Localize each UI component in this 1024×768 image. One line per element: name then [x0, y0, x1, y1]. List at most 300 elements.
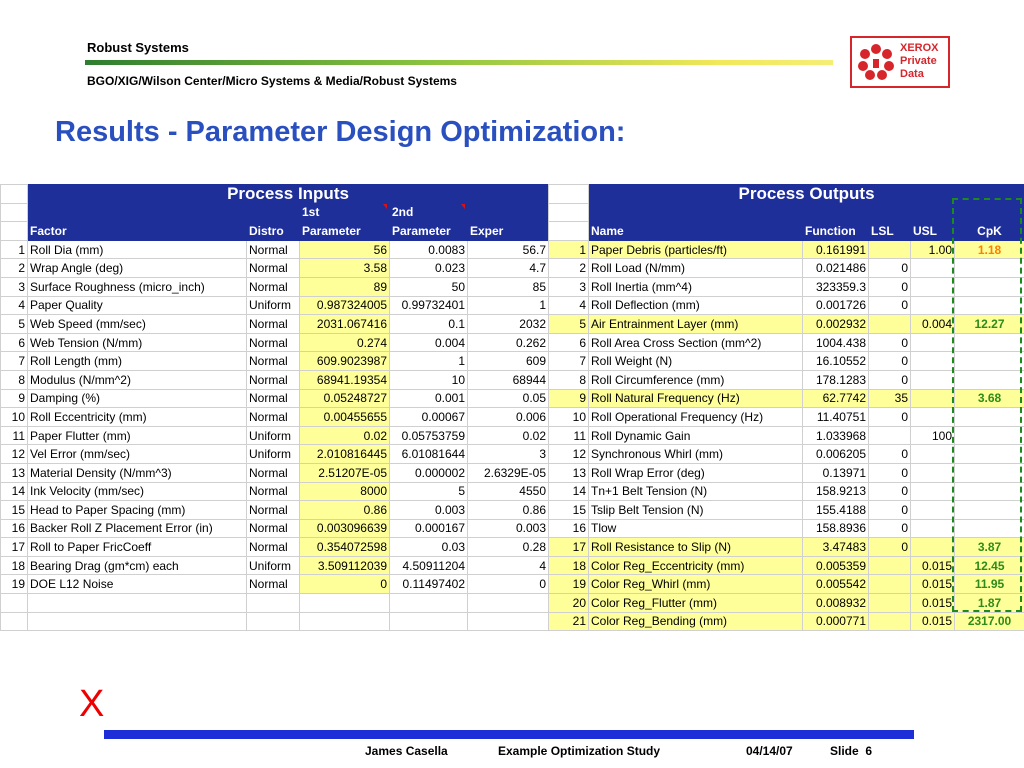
lsl-cell: [869, 556, 911, 575]
param2-cell: 0.003: [390, 501, 468, 520]
row-number: 5: [549, 315, 589, 334]
row-number: 6: [1, 333, 28, 352]
usl-cell: 0.015: [911, 594, 955, 613]
output-name-cell: Roll Dynamic Gain: [589, 426, 803, 445]
param2-cell: [390, 594, 468, 613]
distro-cell: Normal: [247, 352, 300, 371]
function-cell: 0.005542: [803, 575, 869, 594]
lsl-cell: 0: [869, 370, 911, 389]
exper-cell: [468, 594, 549, 613]
input-row: [1, 501, 549, 520]
lsl-cell: 0: [869, 501, 911, 520]
distro-cell: Uniform: [247, 445, 300, 464]
exper-cell: [468, 612, 549, 631]
output-row: [549, 463, 1024, 482]
cpk-cell: [955, 333, 1024, 352]
usl-cell: 0.015: [911, 612, 955, 631]
input-row: [1, 389, 549, 408]
distro-cell: [247, 612, 300, 631]
lsl-cell: 0: [869, 408, 911, 427]
section-label: Robust Systems: [87, 40, 189, 55]
name-header: Name: [589, 222, 803, 241]
distro-cell: Normal: [247, 333, 300, 352]
param2-cell: 0.99732401: [390, 296, 468, 315]
usl-cell: [911, 370, 955, 389]
lsl-cell: 0: [869, 482, 911, 501]
lsl-cell: 0: [869, 333, 911, 352]
function-cell: 16.10552: [803, 352, 869, 371]
row-number: 8: [549, 370, 589, 389]
usl-cell: [911, 519, 955, 538]
lsl-cell: 0: [869, 296, 911, 315]
cpk-cell: [955, 259, 1024, 278]
factor-cell: Modulus (N/mm^2): [28, 370, 247, 389]
function-cell: 158.9213: [803, 482, 869, 501]
row-number: 9: [549, 389, 589, 408]
lsl-cell: 0: [869, 463, 911, 482]
row-number: 14: [1, 482, 28, 501]
row-number: 5: [1, 315, 28, 334]
param1-cell: [300, 612, 390, 631]
function-cell: 158.8936: [803, 519, 869, 538]
process-inputs-table: [0, 184, 549, 631]
param2-cell: 0.000002: [390, 463, 468, 482]
input-row: [1, 556, 549, 575]
cpk-cell: [955, 445, 1024, 464]
cpk-cell: [955, 370, 1024, 389]
function-cell: 0.13971: [803, 463, 869, 482]
exper-cell: 56.7: [468, 240, 549, 259]
corner-cell: [1, 185, 28, 204]
input-row: [1, 296, 549, 315]
output-row: [549, 519, 1024, 538]
function-cell: 323359.3: [803, 277, 869, 296]
param1-cell: 2031.067416: [300, 315, 390, 334]
factor-cell: [28, 612, 247, 631]
factor-cell: Roll Eccentricity (mm): [28, 408, 247, 427]
param2-cell: 10: [390, 370, 468, 389]
usl-cell: [911, 259, 955, 278]
param2-cell: 1: [390, 352, 468, 371]
row-number: 17: [1, 538, 28, 557]
lsl-header: LSL: [869, 222, 911, 241]
output-name-cell: Color Reg_Whirl (mm): [589, 575, 803, 594]
function-cell: 0.002932: [803, 315, 869, 334]
output-name-cell: Color Reg_Eccentricity (mm): [589, 556, 803, 575]
param2-cell: [390, 612, 468, 631]
xerox-private-data-logo: [850, 36, 950, 88]
function-cell: 0.006205: [803, 445, 869, 464]
exper-cell: 68944: [468, 370, 549, 389]
input-row: [1, 519, 549, 538]
exper-cell: 0.28: [468, 538, 549, 557]
logo-text: XEROX Private Data: [900, 42, 939, 80]
factor-cell: Roll Length (mm): [28, 352, 247, 371]
org-path: BGO/XIG/Wilson Center/Micro Systems & Media/Robust Systems: [87, 74, 457, 88]
row-number: 4: [549, 296, 589, 315]
factor-cell: Web Speed (mm/sec): [28, 315, 247, 334]
factor-cell: Paper Quality: [28, 296, 247, 315]
exper-cell: 0.262: [468, 333, 549, 352]
cpk-cell: [955, 501, 1024, 520]
output-row: [549, 277, 1024, 296]
row-number: 3: [549, 277, 589, 296]
function-cell: 0.001726: [803, 296, 869, 315]
exper-cell: 2.6329E-05: [468, 463, 549, 482]
output-name-cell: Roll Area Cross Section (mm^2): [589, 333, 803, 352]
param1-cell: 2.51207E-05: [300, 463, 390, 482]
param2-cell: 0.00067: [390, 408, 468, 427]
lsl-cell: [869, 612, 911, 631]
lsl-cell: 35: [869, 389, 911, 408]
param1-cell: 0: [300, 575, 390, 594]
param2-cell: 0.004: [390, 333, 468, 352]
input-row: [1, 445, 549, 464]
usl-cell: [911, 389, 955, 408]
cpk-cell: [955, 463, 1024, 482]
function-cell: 155.4188: [803, 501, 869, 520]
input-row: [1, 612, 549, 631]
factor-cell: Ink Velocity (mm/sec): [28, 482, 247, 501]
row-number: 9: [1, 389, 28, 408]
cpk-cell: 12.45: [955, 556, 1024, 575]
exper-cell: 2032: [468, 315, 549, 334]
factor-cell: DOE L12 Noise: [28, 575, 247, 594]
output-name-cell: Roll Deflection (mm): [589, 296, 803, 315]
cpk-cell: 11.95: [955, 575, 1024, 594]
output-name-cell: Synchronous Whirl (mm): [589, 445, 803, 464]
row-number: 4: [1, 296, 28, 315]
footer-rule: [104, 730, 914, 739]
footer-study: Example Optimization Study: [498, 744, 661, 758]
lsl-cell: 0: [869, 445, 911, 464]
row-number: 1: [549, 240, 589, 259]
param2-cell: 50: [390, 277, 468, 296]
param2-cell: 0.1: [390, 315, 468, 334]
param1-cell: 0.05248727: [300, 389, 390, 408]
row-number: 2: [1, 259, 28, 278]
row-number: 7: [549, 352, 589, 371]
function-cell: 0.005359: [803, 556, 869, 575]
usl-cell: 0.004: [911, 315, 955, 334]
param1-cell: 0.274: [300, 333, 390, 352]
usl-cell: 100: [911, 426, 955, 445]
input-row: [1, 594, 549, 613]
cpk-cell: [955, 408, 1024, 427]
output-name-cell: Paper Debris (particles/ft): [589, 240, 803, 259]
input-row: [1, 408, 549, 427]
usl-cell: 1.00: [911, 240, 955, 259]
param2-cell: 6.01081644: [390, 445, 468, 464]
cpk-cell: 3.68: [955, 389, 1024, 408]
cpk-header: CpK: [955, 222, 1024, 241]
distro-cell: Normal: [247, 370, 300, 389]
output-row: [549, 501, 1024, 520]
param1-cell: 8000: [300, 482, 390, 501]
param1-cell: 0.987324005: [300, 296, 390, 315]
cpk-cell: [955, 519, 1024, 538]
factor-cell: Backer Roll Z Placement Error (in): [28, 519, 247, 538]
distro-cell: Normal: [247, 482, 300, 501]
function-header: Function: [803, 222, 869, 241]
row-number: 16: [1, 519, 28, 538]
row-number: 21: [549, 612, 589, 631]
distro-cell: Uniform: [247, 556, 300, 575]
output-name-cell: Tslip Belt Tension (N): [589, 501, 803, 520]
factor-cell: Roll to Paper FricCoeff: [28, 538, 247, 557]
exper-cell: 4.7: [468, 259, 549, 278]
exper-cell: 0.02: [468, 426, 549, 445]
cpk-cell: [955, 277, 1024, 296]
usl-cell: [911, 296, 955, 315]
row-number: 6: [549, 333, 589, 352]
distro-cell: Normal: [247, 259, 300, 278]
row-number: 18: [1, 556, 28, 575]
row-number: 10: [549, 408, 589, 427]
lsl-cell: 0: [869, 519, 911, 538]
output-row: [549, 482, 1024, 501]
exper-cell: 0.86: [468, 501, 549, 520]
distro-cell: Normal: [247, 315, 300, 334]
row-number: 19: [549, 575, 589, 594]
output-row: [549, 333, 1024, 352]
row-number: [1, 594, 28, 613]
param1-cell: 0.86: [300, 501, 390, 520]
param1-cell: 56: [300, 240, 390, 259]
distro-cell: Normal: [247, 463, 300, 482]
lsl-cell: [869, 575, 911, 594]
param2-cell: 0.11497402: [390, 575, 468, 594]
row-number: 10: [1, 408, 28, 427]
cpk-cell: 12.27: [955, 315, 1024, 334]
function-cell: 178.1283: [803, 370, 869, 389]
process-outputs-table: [548, 184, 1024, 631]
factor-cell: Damping (%): [28, 389, 247, 408]
row-number: 14: [549, 482, 589, 501]
cpk-cell: [955, 482, 1024, 501]
output-name-cell: Color Reg_Bending (mm): [589, 612, 803, 631]
row-number: 1: [1, 240, 28, 259]
lsl-cell: [869, 426, 911, 445]
param2-cell: 4.50911204: [390, 556, 468, 575]
input-row: [1, 482, 549, 501]
usl-cell: [911, 538, 955, 557]
usl-cell: [911, 501, 955, 520]
output-name-cell: Roll Circumference (mm): [589, 370, 803, 389]
input-row: [1, 315, 549, 334]
output-row: [549, 352, 1024, 371]
param2-cell: 0.0083: [390, 240, 468, 259]
usl-cell: 0.015: [911, 556, 955, 575]
distro-cell: Uniform: [247, 426, 300, 445]
row-number: 11: [1, 426, 28, 445]
usl-cell: [911, 352, 955, 371]
row-number: 19: [1, 575, 28, 594]
factor-cell: Material Density (N/mm^3): [28, 463, 247, 482]
param1-cell: 68941.19354: [300, 370, 390, 389]
cpk-cell: 2317.00: [955, 612, 1024, 631]
input-row: [1, 277, 549, 296]
output-name-cell: Tn+1 Belt Tension (N): [589, 482, 803, 501]
lsl-cell: [869, 315, 911, 334]
exper-cell: 1: [468, 296, 549, 315]
factor-cell: Web Tension (N/mm): [28, 333, 247, 352]
factor-cell: Wrap Angle (deg): [28, 259, 247, 278]
function-cell: 11.40751: [803, 408, 869, 427]
output-name-cell: Roll Natural Frequency (Hz): [589, 389, 803, 408]
function-cell: 1.033968: [803, 426, 869, 445]
param1-cell: 0.354072598: [300, 538, 390, 557]
cpk-cell: [955, 296, 1024, 315]
factor-cell: Vel Error (mm/sec): [28, 445, 247, 464]
usl-header: USL: [911, 222, 955, 241]
exper-cell: 3: [468, 445, 549, 464]
factor-cell: Roll Dia (mm): [28, 240, 247, 259]
output-row: [549, 594, 1024, 613]
cpk-cell: 3.87: [955, 538, 1024, 557]
output-row: [549, 445, 1024, 464]
param1-cell: 89: [300, 277, 390, 296]
cpk-cell: 1.87: [955, 594, 1024, 613]
row-number: 8: [1, 370, 28, 389]
distro-cell: Uniform: [247, 296, 300, 315]
input-row: [1, 259, 549, 278]
output-row: [549, 575, 1024, 594]
lsl-cell: 0: [869, 277, 911, 296]
param1-cell: [300, 594, 390, 613]
row-number: 20: [549, 594, 589, 613]
function-cell: 1004.438: [803, 333, 869, 352]
exper-header: Exper: [468, 222, 549, 241]
function-cell: 62.7742: [803, 389, 869, 408]
output-name-cell: Roll Wrap Error (deg): [589, 463, 803, 482]
red-x-mark: X: [79, 683, 105, 725]
param1-cell: 0.02: [300, 426, 390, 445]
input-row: [1, 463, 549, 482]
output-row: [549, 240, 1024, 259]
input-row: [1, 240, 549, 259]
output-name-cell: Roll Load (N/mm): [589, 259, 803, 278]
input-row: [1, 538, 549, 557]
row-number: 11: [549, 426, 589, 445]
output-name-cell: Roll Weight (N): [589, 352, 803, 371]
row-number: 17: [549, 538, 589, 557]
row-number: 15: [1, 501, 28, 520]
header-gradient-rule: [85, 60, 833, 65]
param1-cell: 2.010816445: [300, 445, 390, 464]
function-cell: 0.161991: [803, 240, 869, 259]
param2-cell: 0.05753759: [390, 426, 468, 445]
param1-cell: 3.58: [300, 259, 390, 278]
row-number: 13: [1, 463, 28, 482]
param2-header-top: 2nd: [390, 203, 468, 222]
distro-cell: Normal: [247, 538, 300, 557]
lsl-cell: 0: [869, 259, 911, 278]
output-row: [549, 538, 1024, 557]
exper-cell: 4: [468, 556, 549, 575]
param1-cell: 3.509112039: [300, 556, 390, 575]
usl-cell: [911, 277, 955, 296]
param2-cell: 5: [390, 482, 468, 501]
function-cell: 0.021486: [803, 259, 869, 278]
distro-cell: Normal: [247, 501, 300, 520]
function-cell: 0.000771: [803, 612, 869, 631]
output-row: [549, 315, 1024, 334]
exper-cell: 4550: [468, 482, 549, 501]
param2-cell: 0.000167: [390, 519, 468, 538]
input-row: [1, 370, 549, 389]
row-number: 18: [549, 556, 589, 575]
usl-cell: [911, 408, 955, 427]
factor-cell: Bearing Drag (gm*cm) each: [28, 556, 247, 575]
distro-cell: Normal: [247, 408, 300, 427]
output-name-cell: Color Reg_Flutter (mm): [589, 594, 803, 613]
exper-cell: 85: [468, 277, 549, 296]
usl-cell: [911, 333, 955, 352]
row-number: 15: [549, 501, 589, 520]
row-number: 2: [549, 259, 589, 278]
lsl-cell: 0: [869, 538, 911, 557]
output-row: [549, 370, 1024, 389]
output-row: [549, 408, 1024, 427]
cpk-cell: [955, 352, 1024, 371]
output-row: [549, 556, 1024, 575]
cpk-cell: 1.18: [955, 240, 1024, 259]
cpk-cell: [955, 426, 1024, 445]
param2-cell: 0.03: [390, 538, 468, 557]
lsl-cell: 0: [869, 352, 911, 371]
inputs-title: Process Inputs: [28, 185, 549, 204]
output-row: [549, 389, 1024, 408]
distro-cell: Normal: [247, 277, 300, 296]
function-cell: 3.47483: [803, 538, 869, 557]
usl-cell: 0.015: [911, 575, 955, 594]
exper-cell: 0.006: [468, 408, 549, 427]
row-number: 12: [1, 445, 28, 464]
input-row: [1, 352, 549, 371]
output-name-cell: Tlow: [589, 519, 803, 538]
input-row: [1, 333, 549, 352]
row-number: 3: [1, 277, 28, 296]
factor-cell: [28, 594, 247, 613]
output-name-cell: Roll Operational Frequency (Hz): [589, 408, 803, 427]
usl-cell: [911, 445, 955, 464]
footer-date: 04/14/07: [746, 744, 793, 758]
distro-cell: [247, 594, 300, 613]
param1-header-top: 1st: [300, 203, 390, 222]
output-row: [549, 426, 1024, 445]
page-title: Results - Parameter Design Optimization:: [55, 116, 626, 148]
output-name-cell: Roll Resistance to Slip (N): [589, 538, 803, 557]
outputs-title: Process Outputs: [589, 185, 1024, 204]
output-name-cell: Roll Inertia (mm^4): [589, 277, 803, 296]
param1-header: Parameter: [300, 222, 390, 241]
param2-cell: 0.023: [390, 259, 468, 278]
param2-cell: 0.001: [390, 389, 468, 408]
row-number: 16: [549, 519, 589, 538]
row-number: 13: [549, 463, 589, 482]
lsl-cell: [869, 594, 911, 613]
factor-cell: Head to Paper Spacing (mm): [28, 501, 247, 520]
output-row: [549, 296, 1024, 315]
output-row: [549, 612, 1024, 631]
distro-cell: Normal: [247, 575, 300, 594]
footer-slide: Slide 6: [830, 744, 873, 758]
distro-cell: Normal: [247, 519, 300, 538]
distro-cell: Normal: [247, 389, 300, 408]
row-number: [1, 612, 28, 631]
distro-cell: Normal: [247, 240, 300, 259]
